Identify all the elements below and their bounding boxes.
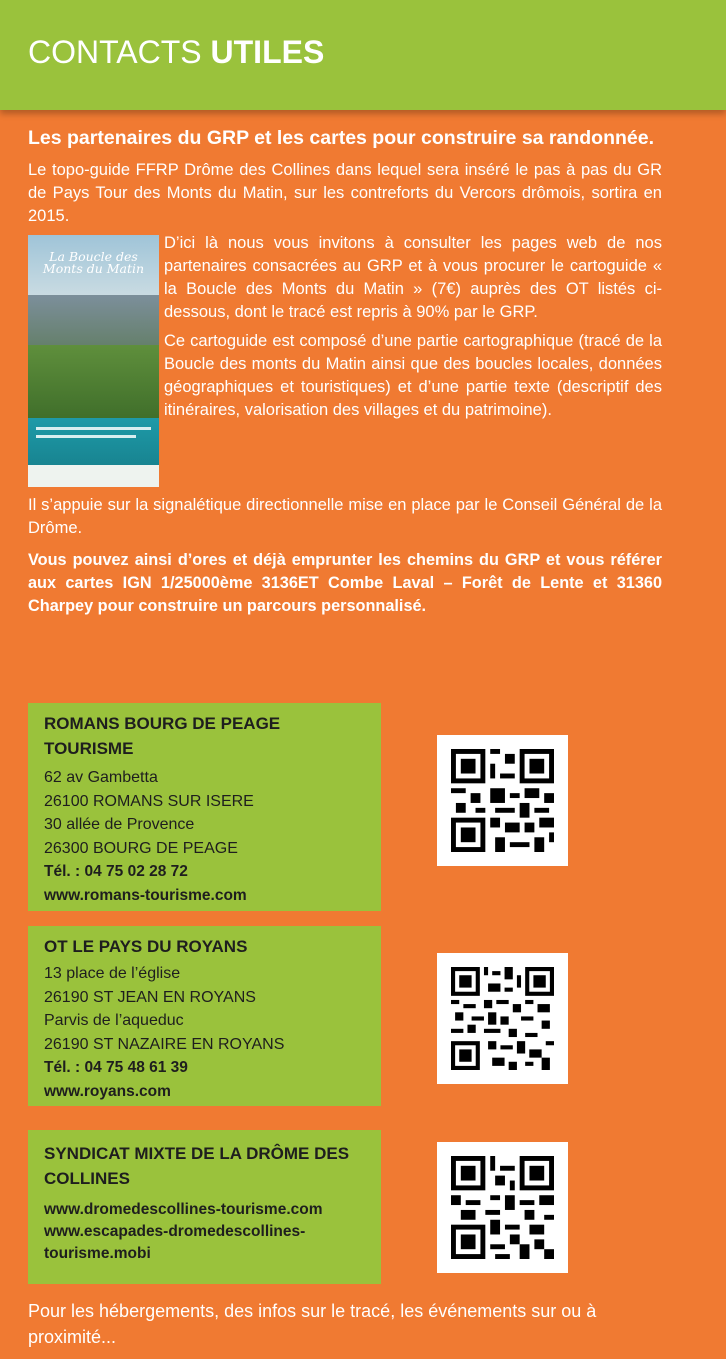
intro-paragraph-3: Ce cartoguide est composé d’une partie cartographique (tracé de la Boucle des monts du Matin ainsi que des boucles locales, données géographiques et touristiques) et d’une partie texte (descriptif des itinéraires, valorisation des villages et du patrimoine). [164,332,662,419]
contact-name: SYNDICAT MIXTE DE LA DRÔME DES COLLINES [44,1144,350,1188]
contact-address-line: 62 av Gambetta [44,769,158,786]
contact-address-line: 26190 ST JEAN EN ROYANS [44,988,256,1006]
contact-address-line: 26100 ROMANS SUR ISERE [44,792,254,810]
cartoguide-block [28,235,662,491]
intro-section [28,125,662,618]
contact-name: ROMANS BOURG DE PEAGE TOURISME [44,714,281,758]
contact-address-line: Parvis de l’aqueduc [44,1012,184,1029]
qr-code-icon [451,1156,554,1259]
intro-paragraph-4: Il s’appuie sur la signalétique directionnelle mise en place par le Conseil Général de la Drôme. [28,496,662,537]
cartoguide-cover-image [28,235,159,487]
qr-code-royans[interactable] [437,953,568,1084]
page-title [28,34,324,71]
header-banner [0,0,726,110]
qr-code-romans[interactable] [437,735,568,866]
qr-code-drome-collines[interactable] [437,1142,568,1273]
contact-phone: Tél. : 04 75 48 61 39 [44,1059,188,1076]
qr-code-icon [451,967,554,1070]
intro-title: Les partenaires du GRP et les cartes pour construire sa randonnée. [28,127,655,149]
contact-address-line: 30 allée de Provence [44,816,195,833]
contact-website-link[interactable]: www.dromedescollines-tourisme.com [44,1201,323,1218]
contact-phone: Tél. : 04 75 02 28 72 [44,863,188,880]
contact-card-drome-collines [28,1130,381,1284]
cover-band-line [36,427,151,430]
contact-website-link[interactable]: www.romans-tourisme.com [44,886,247,904]
cartoguide-text [164,232,662,428]
intro-paragraph-1: Le topo-guide FFRP Drôme des Collines dans lequel sera inséré le pas à pas du GR de Pays Tour des Monts du Matin, sur les contreforts du Vercors drômois, sortira en 2015. [28,161,662,225]
title-light: CONTACTS [28,34,211,70]
intro-paragraph-2: D’ici là nous vous invitons à consulter les pages web de nos partenaires consacrées au GRP et à vous procurer le cartoguide « la Boucle des Monts du Matin » (7€) auprès des OT listés ci-dessous, dont le tracé est repris à 90% par le GRP. [164,234,662,321]
qr-code-icon [451,749,554,852]
contact-card-royans [28,926,381,1106]
contact-address-line: 26300 BOURG DE PEAGE [44,839,238,857]
cover-logos-strip [28,465,159,487]
contact-website-link[interactable]: www.escapades-dromedescollines-tourisme.mobi [44,1223,306,1262]
contact-card-romans [28,703,381,911]
contact-name: OT LE PAYS DU ROYANS [44,937,248,956]
cover-landscape [28,345,159,420]
contact-website-link[interactable]: www.royans.com [44,1082,171,1100]
intro-paragraph-5: Vous pouvez ainsi d’ores et déjà emprunter les chemins du GRP et vous référer aux cartes IGN 1/25000ème 3136ET Combe Laval – Forêt de Lente et 31360 Charpey pour construire un parcours personnalisé. [28,551,662,615]
cover-band-line [36,435,136,438]
contact-address-line: 26190 ST NAZAIRE EN ROYANS [44,1035,285,1053]
contact-address-line: 13 place de l’église [44,965,181,982]
title-bold: UTILES [210,34,325,70]
cover-title: La Boucle des Monts du Matin [42,249,145,276]
footer-text: Pour les hébergements, des infos sur le tracé, les événements sur ou à proximité... [28,1301,597,1347]
